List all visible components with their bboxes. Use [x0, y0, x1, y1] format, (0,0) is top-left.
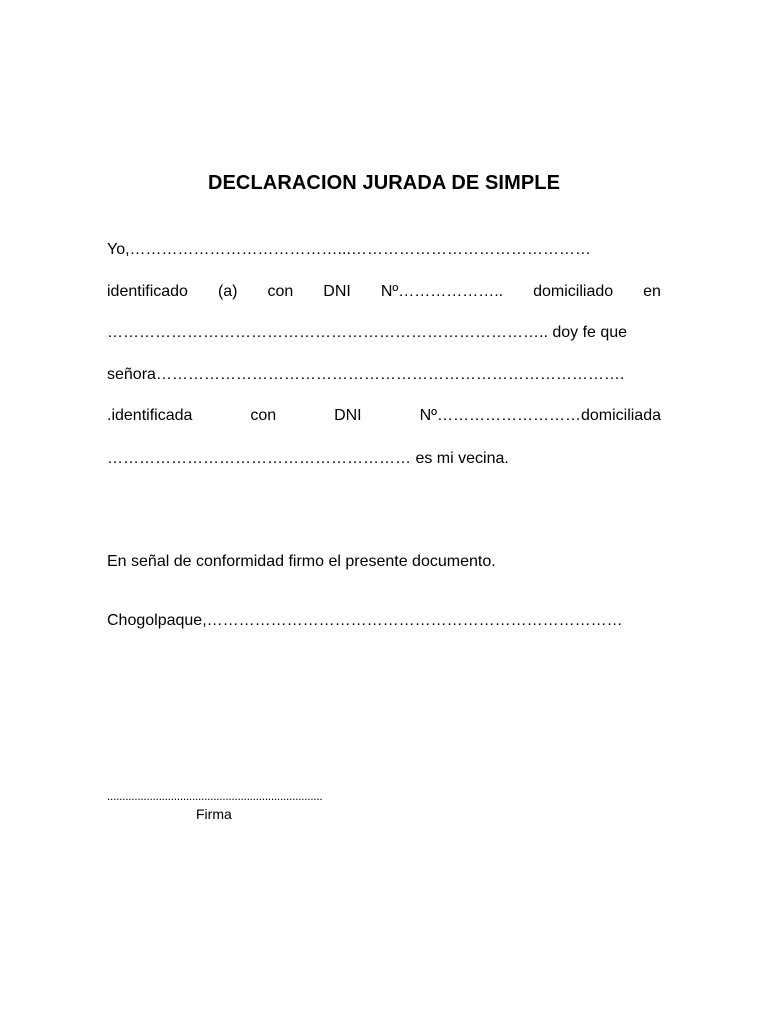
word: DNI: [323, 283, 351, 300]
document-title: DECLARACION JURADA DE SIMPLE: [207, 172, 561, 194]
declarant-address-line: ……………………………………………………………………….. doy fe que: [107, 324, 628, 341]
word: con: [267, 283, 294, 300]
declarant-id-line: [107, 282, 661, 302]
neighbor-name-line: señora…………………………………………………………………………….: [107, 366, 625, 383]
word: (a): [217, 283, 238, 300]
dni-blank: Nº………………………domiciliada: [419, 407, 661, 424]
place-date-line: Chogolpaque,……………………………………………………………………: [107, 612, 623, 629]
signature-label: Firma: [196, 806, 232, 822]
conformity-statement: En señal de conformidad firmo el presente documento.: [107, 553, 496, 570]
word: en: [643, 283, 661, 300]
word: identificado: [107, 283, 188, 300]
declarant-name-line: Yo,…………………………………...………………………………………: [107, 241, 591, 258]
dni-blank: Nº………………..: [380, 283, 504, 300]
word: .identificada: [107, 407, 193, 424]
neighbor-address-line: ………………………………………………… es mi vecina.: [107, 450, 509, 467]
neighbor-id-line: [107, 406, 661, 426]
word: con: [250, 407, 277, 424]
signature-line: .......................................................................: [107, 789, 323, 803]
word: DNI: [334, 407, 362, 424]
word: domiciliado: [533, 283, 614, 300]
